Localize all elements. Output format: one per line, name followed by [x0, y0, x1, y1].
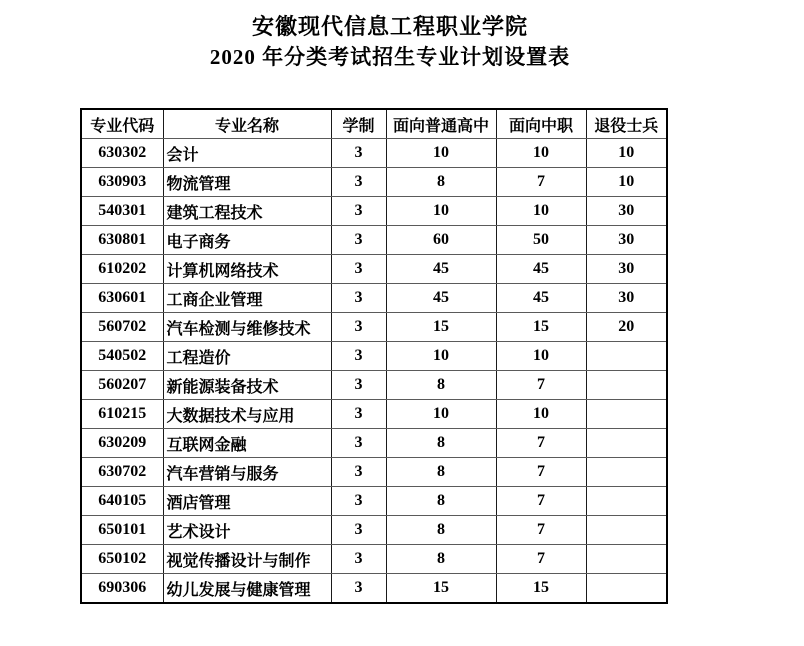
column-header-major-name: 专业名称 [163, 109, 331, 139]
cell-study-years: 3 [331, 574, 386, 604]
cell-vocational-school: 10 [496, 342, 586, 371]
table-row [81, 197, 667, 226]
cell-major-code: 610202 [81, 255, 163, 284]
cell-veteran: 20 [586, 313, 667, 342]
cell-major-code: 630601 [81, 284, 163, 313]
cell-veteran [586, 516, 667, 545]
cell-general-highschool: 8 [386, 545, 496, 574]
cell-major-name: 幼儿发展与健康管理 [163, 574, 331, 604]
table-row [81, 545, 667, 574]
cell-general-highschool: 60 [386, 226, 496, 255]
cell-study-years: 3 [331, 313, 386, 342]
table-header-row [81, 109, 667, 139]
cell-vocational-school: 45 [496, 284, 586, 313]
cell-veteran: 30 [586, 197, 667, 226]
table-row [81, 458, 667, 487]
table-row [81, 255, 667, 284]
table-body [81, 139, 667, 604]
cell-vocational-school: 7 [496, 429, 586, 458]
cell-study-years: 3 [331, 487, 386, 516]
enrollment-plan-table [80, 108, 668, 604]
cell-general-highschool: 15 [386, 574, 496, 604]
cell-vocational-school: 15 [496, 574, 586, 604]
column-header-vocational-school: 面向中职 [496, 109, 586, 139]
table-row [81, 168, 667, 197]
cell-study-years: 3 [331, 400, 386, 429]
cell-veteran: 10 [586, 168, 667, 197]
cell-general-highschool: 45 [386, 255, 496, 284]
table-row [81, 400, 667, 429]
cell-vocational-school: 7 [496, 168, 586, 197]
cell-major-name: 酒店管理 [163, 487, 331, 516]
cell-vocational-school: 10 [496, 400, 586, 429]
cell-major-name: 视觉传播设计与制作 [163, 545, 331, 574]
column-header-general-highschool: 面向普通高中 [386, 109, 496, 139]
cell-general-highschool: 8 [386, 458, 496, 487]
cell-veteran [586, 371, 667, 400]
cell-vocational-school: 7 [496, 545, 586, 574]
cell-major-name: 互联网金融 [163, 429, 331, 458]
cell-vocational-school: 7 [496, 487, 586, 516]
cell-general-highschool: 10 [386, 139, 496, 168]
table-row [81, 574, 667, 604]
cell-general-highschool: 15 [386, 313, 496, 342]
cell-major-code: 690306 [81, 574, 163, 604]
cell-vocational-school: 15 [496, 313, 586, 342]
cell-major-code: 540301 [81, 197, 163, 226]
cell-vocational-school: 7 [496, 371, 586, 400]
cell-major-code: 610215 [81, 400, 163, 429]
cell-study-years: 3 [331, 458, 386, 487]
cell-study-years: 3 [331, 226, 386, 255]
cell-general-highschool: 8 [386, 487, 496, 516]
cell-study-years: 3 [331, 371, 386, 400]
cell-general-highschool: 8 [386, 371, 496, 400]
cell-veteran: 10 [586, 139, 667, 168]
table-row [81, 139, 667, 168]
cell-vocational-school: 7 [496, 458, 586, 487]
cell-general-highschool: 8 [386, 429, 496, 458]
cell-major-code: 630209 [81, 429, 163, 458]
cell-general-highschool: 10 [386, 342, 496, 371]
cell-veteran [586, 429, 667, 458]
table-row [81, 313, 667, 342]
cell-general-highschool: 45 [386, 284, 496, 313]
cell-veteran: 30 [586, 255, 667, 284]
cell-major-code: 650102 [81, 545, 163, 574]
cell-study-years: 3 [331, 516, 386, 545]
cell-major-name: 电子商务 [163, 226, 331, 255]
cell-vocational-school: 10 [496, 197, 586, 226]
cell-veteran [586, 545, 667, 574]
cell-veteran: 30 [586, 226, 667, 255]
document-subtitle: 2020 年分类考试招生专业计划设置表 [209, 45, 571, 69]
cell-major-name: 建筑工程技术 [163, 197, 331, 226]
cell-major-code: 560702 [81, 313, 163, 342]
cell-study-years: 3 [331, 545, 386, 574]
cell-major-name: 工商企业管理 [163, 284, 331, 313]
cell-major-code: 640105 [81, 487, 163, 516]
cell-major-name: 大数据技术与应用 [163, 400, 331, 429]
cell-study-years: 3 [331, 429, 386, 458]
cell-major-code: 630801 [81, 226, 163, 255]
cell-general-highschool: 8 [386, 168, 496, 197]
cell-general-highschool: 10 [386, 400, 496, 429]
cell-major-name: 汽车检测与维修技术 [163, 313, 331, 342]
cell-study-years: 3 [331, 255, 386, 284]
cell-major-code: 650101 [81, 516, 163, 545]
document-header [0, 13, 780, 71]
table-row [81, 487, 667, 516]
cell-major-code: 560207 [81, 371, 163, 400]
document-title: 安徽现代信息工程职业学院 [251, 14, 528, 39]
cell-major-name: 会计 [163, 139, 331, 168]
column-header-study-years: 学制 [331, 109, 386, 139]
cell-general-highschool: 10 [386, 197, 496, 226]
cell-veteran [586, 574, 667, 604]
cell-general-highschool: 8 [386, 516, 496, 545]
cell-major-name: 物流管理 [163, 168, 331, 197]
cell-study-years: 3 [331, 284, 386, 313]
cell-major-name: 计算机网络技术 [163, 255, 331, 284]
table-row [81, 516, 667, 545]
cell-vocational-school: 10 [496, 139, 586, 168]
column-header-veteran: 退役士兵 [586, 109, 667, 139]
cell-vocational-school: 7 [496, 516, 586, 545]
cell-vocational-school: 50 [496, 226, 586, 255]
cell-veteran [586, 400, 667, 429]
cell-veteran [586, 458, 667, 487]
cell-major-name: 新能源装备技术 [163, 371, 331, 400]
cell-study-years: 3 [331, 139, 386, 168]
cell-veteran: 30 [586, 284, 667, 313]
table-row [81, 429, 667, 458]
cell-study-years: 3 [331, 342, 386, 371]
cell-major-code: 630903 [81, 168, 163, 197]
table-row [81, 226, 667, 255]
column-header-major-code: 专业代码 [81, 109, 163, 139]
table-row [81, 284, 667, 313]
cell-vocational-school: 45 [496, 255, 586, 284]
cell-major-code: 540502 [81, 342, 163, 371]
cell-major-name: 工程造价 [163, 342, 331, 371]
table-row [81, 342, 667, 371]
table-row [81, 371, 667, 400]
cell-study-years: 3 [331, 168, 386, 197]
cell-veteran [586, 342, 667, 371]
cell-study-years: 3 [331, 197, 386, 226]
cell-major-code: 630302 [81, 139, 163, 168]
cell-veteran [586, 487, 667, 516]
cell-major-name: 艺术设计 [163, 516, 331, 545]
cell-major-name: 汽车营销与服务 [163, 458, 331, 487]
cell-major-code: 630702 [81, 458, 163, 487]
